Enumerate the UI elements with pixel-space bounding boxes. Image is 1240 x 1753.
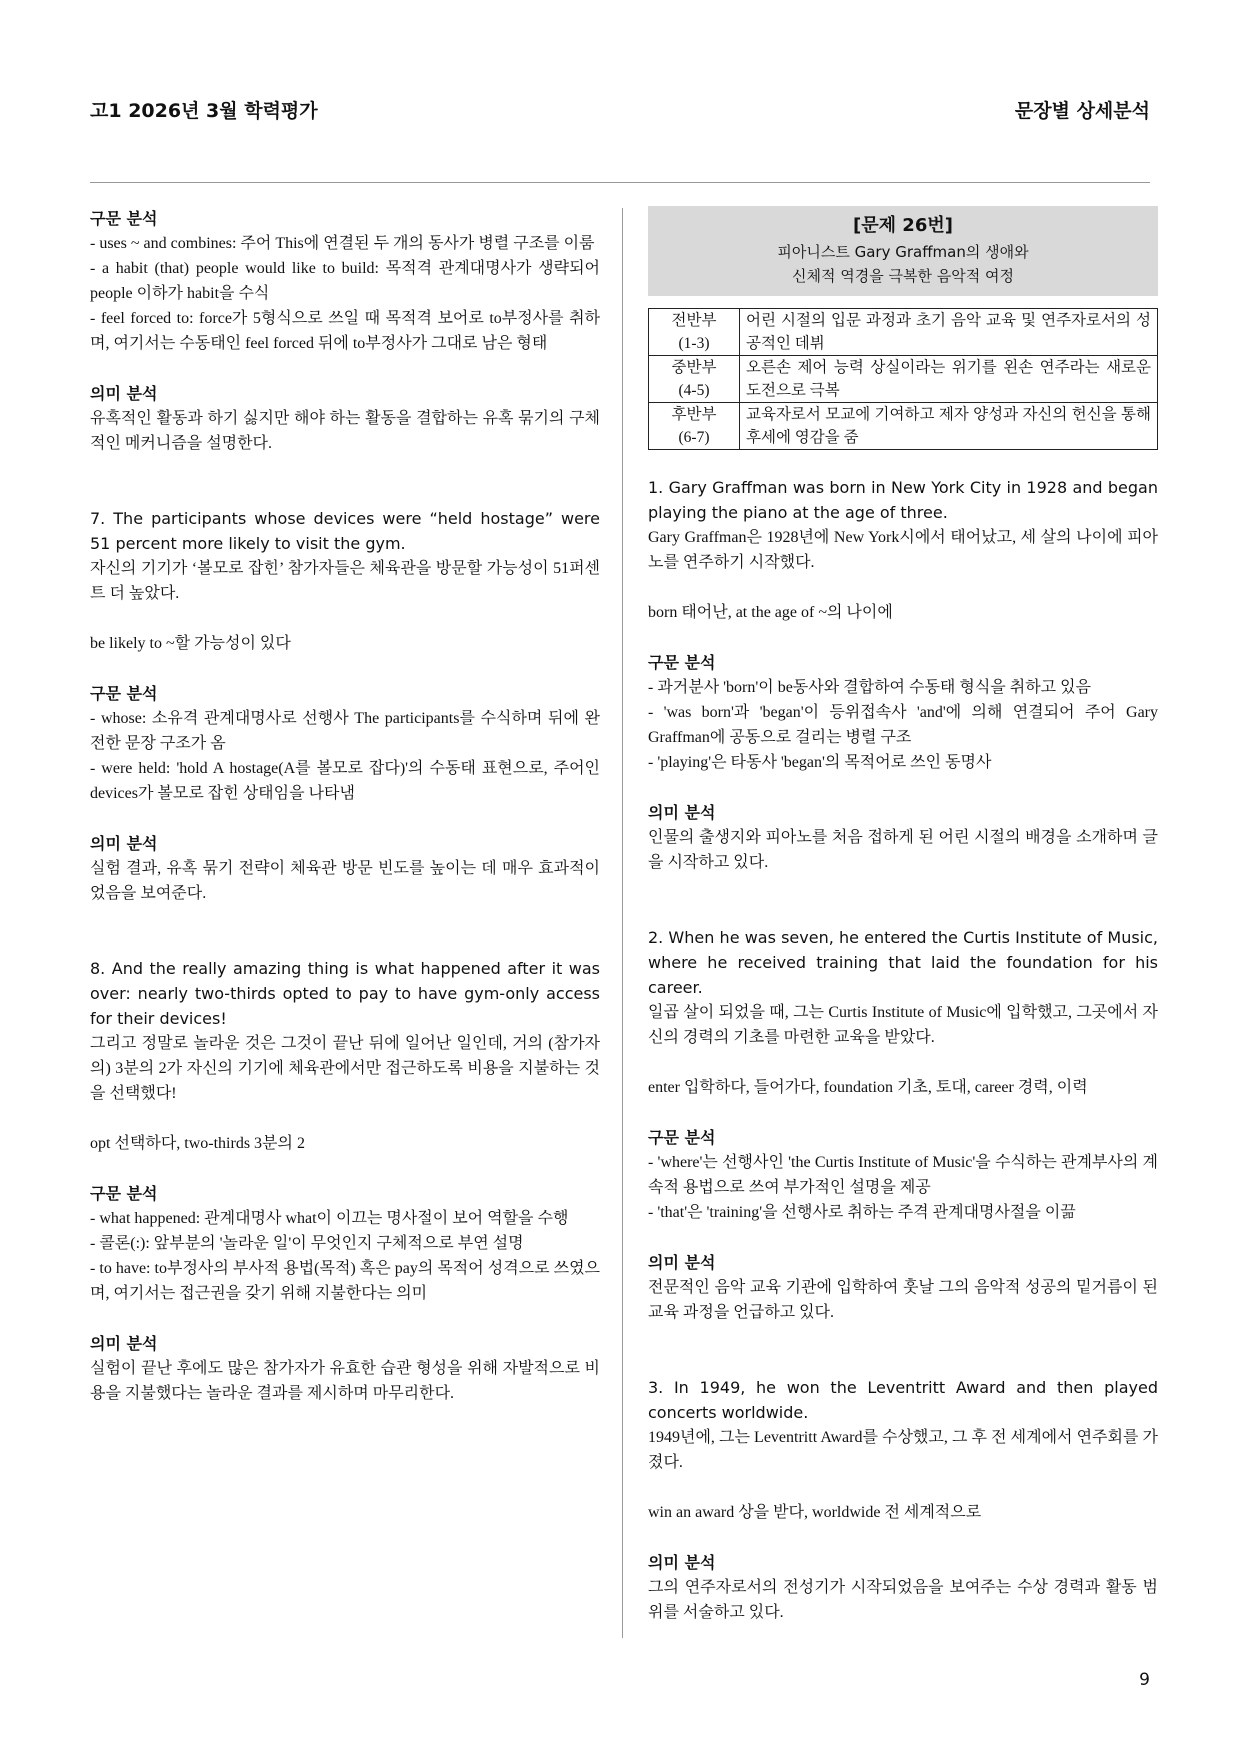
meaning-text: 실험 결과, 유혹 묶기 전략이 체육관 방문 빈도를 높이는 데 매우 효과적이었음을 보여준다. (90, 860, 600, 902)
problem-title-box (648, 206, 1158, 296)
part-description: 교육자로서 모교에 기여하고 제자 양성과 자신의 헌신을 통해 후세에 영감을 줌 (740, 403, 1158, 450)
meaning-heading: 의미 분석 (648, 1553, 716, 1572)
syntax-heading: 구문 분석 (90, 1184, 158, 1203)
syntax-item: - to have: to부정사의 부사적 용법(목적) 혹은 pay의 목적어 성격으로 쓰였으며, 여기서는 접근권을 갖기 위해 지불한다는 의미 (90, 1260, 600, 1302)
table-row (649, 403, 1158, 450)
column-divider (622, 208, 623, 1638)
sentence-3-korean: 1949년에, 그는 Leventritt Award를 수상했고, 그 후 전 세계에서 연주회를 가졌다. (648, 1429, 1158, 1471)
left-column (90, 206, 600, 1406)
problem-subtitle-line2: 신체적 역경을 극복한 음악적 여정 (792, 267, 1014, 285)
part-range: (6-7) (678, 429, 710, 446)
syntax-item: - 콜론(:): 앞부분의 '놀라운 일'이 무엇인지 구체적으로 부연 설명 (90, 1235, 524, 1252)
sentence-3-english: 3. In 1949, he won the Leventritt Award and then played concerts worldwide. (648, 1378, 1158, 1422)
syntax-item: - were held: 'hold A hostage(A를 볼모로 잡다)'의 수동태 표현으로, 주어인 devices가 볼모로 잡힌 상태임을 나타냄 (90, 760, 600, 802)
part-label: 중반부 (671, 359, 717, 376)
part-label: 후반부 (671, 406, 717, 423)
sentence-2-vocab: enter 입학하다, 들어가다, foundation 기초, 토대, career 경력, 이력 (648, 1079, 1088, 1096)
meaning-text: 인물의 출생지와 피아노를 처음 접하게 된 어린 시절의 배경을 소개하며 글을 시작하고 있다. (648, 829, 1158, 871)
syntax-item: - what happened: 관계대명사 what이 이끄는 명사절이 보어 역할을 수행 (90, 1210, 569, 1227)
meaning-heading: 의미 분석 (648, 1253, 716, 1272)
sentence-1-korean: Gary Graffman은 1928년에 New York시에서 태어났고, 세 살의 나이에 피아노를 연주하기 시작했다. (648, 529, 1158, 571)
syntax-heading: 구문 분석 (90, 684, 158, 703)
meaning-heading: 의미 분석 (90, 1334, 158, 1353)
sentence-2-korean: 일곱 살이 되었을 때, 그는 Curtis Institute of Music에 입학했고, 그곳에서 자신의 경력의 기초를 마련한 교육을 받았다. (648, 1004, 1158, 1046)
part-cell (649, 356, 740, 403)
table-row (649, 309, 1158, 356)
section-title: 문장별 상세분석 (1014, 100, 1150, 122)
sentence-1-vocab: born 태어난, at the age of ~의 나이에 (648, 604, 893, 621)
syntax-heading: 구문 분석 (648, 653, 716, 672)
part-cell (649, 309, 740, 356)
meaning-heading: 의미 분석 (90, 384, 158, 403)
meaning-text: 유혹적인 활동과 하기 싫지만 해야 하는 활동을 결합하는 유혹 묶기의 구체적인 메커니즘을 설명한다. (90, 410, 600, 452)
sentence-8-vocab: opt 선택하다, two-thirds 3분의 2 (90, 1135, 305, 1152)
syntax-item: - feel forced to: force가 5형식으로 쓰일 때 목적격 보어로 to부정사를 취하며, 여기서는 수동태인 feel forced 뒤에 to부정사가 그대로 남은 형태 (90, 310, 600, 352)
sentence-8-english: 8. And the really amazing thing is what happened after it was over: nearly two-thirds opted to pay to have gym-only access for their devices! (90, 959, 600, 1028)
sentence-7-korean: 자신의 기기가 ‘볼모로 잡힌’ 참가자들은 체육관을 방문할 가능성이 51퍼센트 더 높았다. (90, 560, 600, 602)
syntax-item: - uses ~ and combines: 주어 This에 연결된 두 개의 동사가 병렬 구조를 이룸 (90, 235, 595, 252)
part-description: 오른손 제어 능력 상실이라는 위기를 왼손 연주라는 새로운 도전으로 극복 (740, 356, 1158, 403)
part-description: 어린 시절의 입문 과정과 초기 음악 교육 및 연주자로서의 성공적인 데뷔 (740, 309, 1158, 356)
syntax-heading: 구문 분석 (648, 1128, 716, 1147)
right-column (648, 206, 1158, 1625)
part-label: 전반부 (671, 312, 717, 329)
syntax-heading: 구문 분석 (90, 209, 158, 228)
header-divider (90, 182, 1150, 183)
syntax-item: - a habit (that) people would like to build: 목적격 관계대명사가 생략되어 people 이하가 habit을 수식 (90, 260, 600, 302)
page-header (90, 96, 1150, 136)
sentence-1-english: 1. Gary Graffman was born in New York City in 1928 and began playing the piano at the age of three. (648, 478, 1158, 522)
part-range: (1-3) (678, 335, 710, 352)
sentence-7-english: 7. The participants whose devices were “held hostage” were 51 percent more likely to visit the gym. (90, 509, 600, 553)
syntax-item: - whose: 소유격 관계대명사로 선행사 The participants를 수식하며 뒤에 완전한 문장 구조가 옴 (90, 710, 600, 752)
syntax-item: - 'was born'과 'began'이 등위접속사 'and'에 의해 연결되어 주어 Gary Graffman에 공동으로 걸리는 병렬 구조 (648, 704, 1158, 746)
sentence-3-vocab: win an award 상을 받다, worldwide 전 세계적으로 (648, 1504, 982, 1521)
problem-number: [문제 26번] (853, 215, 953, 236)
meaning-heading: 의미 분석 (648, 803, 716, 822)
sentence-8-korean: 그리고 정말로 놀라운 것은 그것이 끝난 뒤에 일어난 일인데, 거의 (참가자의) 3분의 2가 자신의 기기에 체육관에서만 접근하도록 비용을 지불하는 것을 선택했다! (90, 1035, 600, 1102)
syntax-item: - 'where'는 선행사인 'the Curtis Institute of Music'을 수식하는 관계부사의 계속적 용법으로 쓰여 부가적인 설명을 제공 (648, 1154, 1158, 1196)
meaning-heading: 의미 분석 (90, 834, 158, 853)
problem-subtitle-line1: 피아니스트 Gary Graffman의 생애와 (777, 243, 1029, 261)
meaning-text: 그의 연주자로서의 전성기가 시작되었음을 보여주는 수상 경력과 활동 범위를 서술하고 있다. (648, 1579, 1158, 1621)
syntax-item: - 'playing'은 타동사 'began'의 목적어로 쓰인 동명사 (648, 754, 992, 771)
meaning-text: 전문적인 음악 교육 기관에 입학하여 훗날 그의 음악적 성공의 밑거름이 된 교육 과정을 언급하고 있다. (648, 1279, 1158, 1321)
sentence-7-vocab: be likely to ~할 가능성이 있다 (90, 635, 291, 652)
table-row (649, 356, 1158, 403)
part-cell (649, 403, 740, 450)
page-number: 9 (1139, 1670, 1150, 1690)
sentence-2-english: 2. When he was seven, he entered the Curtis Institute of Music, where he received training that laid the foundation for his career. (648, 928, 1158, 997)
meaning-text: 실험이 끝난 후에도 많은 참가자가 유효한 습관 형성을 위해 자발적으로 비용을 지불했다는 놀라운 결과를 제시하며 마무리한다. (90, 1360, 600, 1402)
syntax-item: - 과거분사 'born'이 be동사와 결합하여 수동태 형식을 취하고 있음 (648, 679, 1092, 696)
part-range: (4-5) (678, 382, 710, 399)
exam-title: 고1 2026년 3월 학력평가 (90, 100, 318, 122)
summary-table (648, 308, 1158, 450)
syntax-item: - 'that'은 'training'을 선행사로 취하는 주격 관계대명사절을 이끎 (648, 1204, 1076, 1221)
